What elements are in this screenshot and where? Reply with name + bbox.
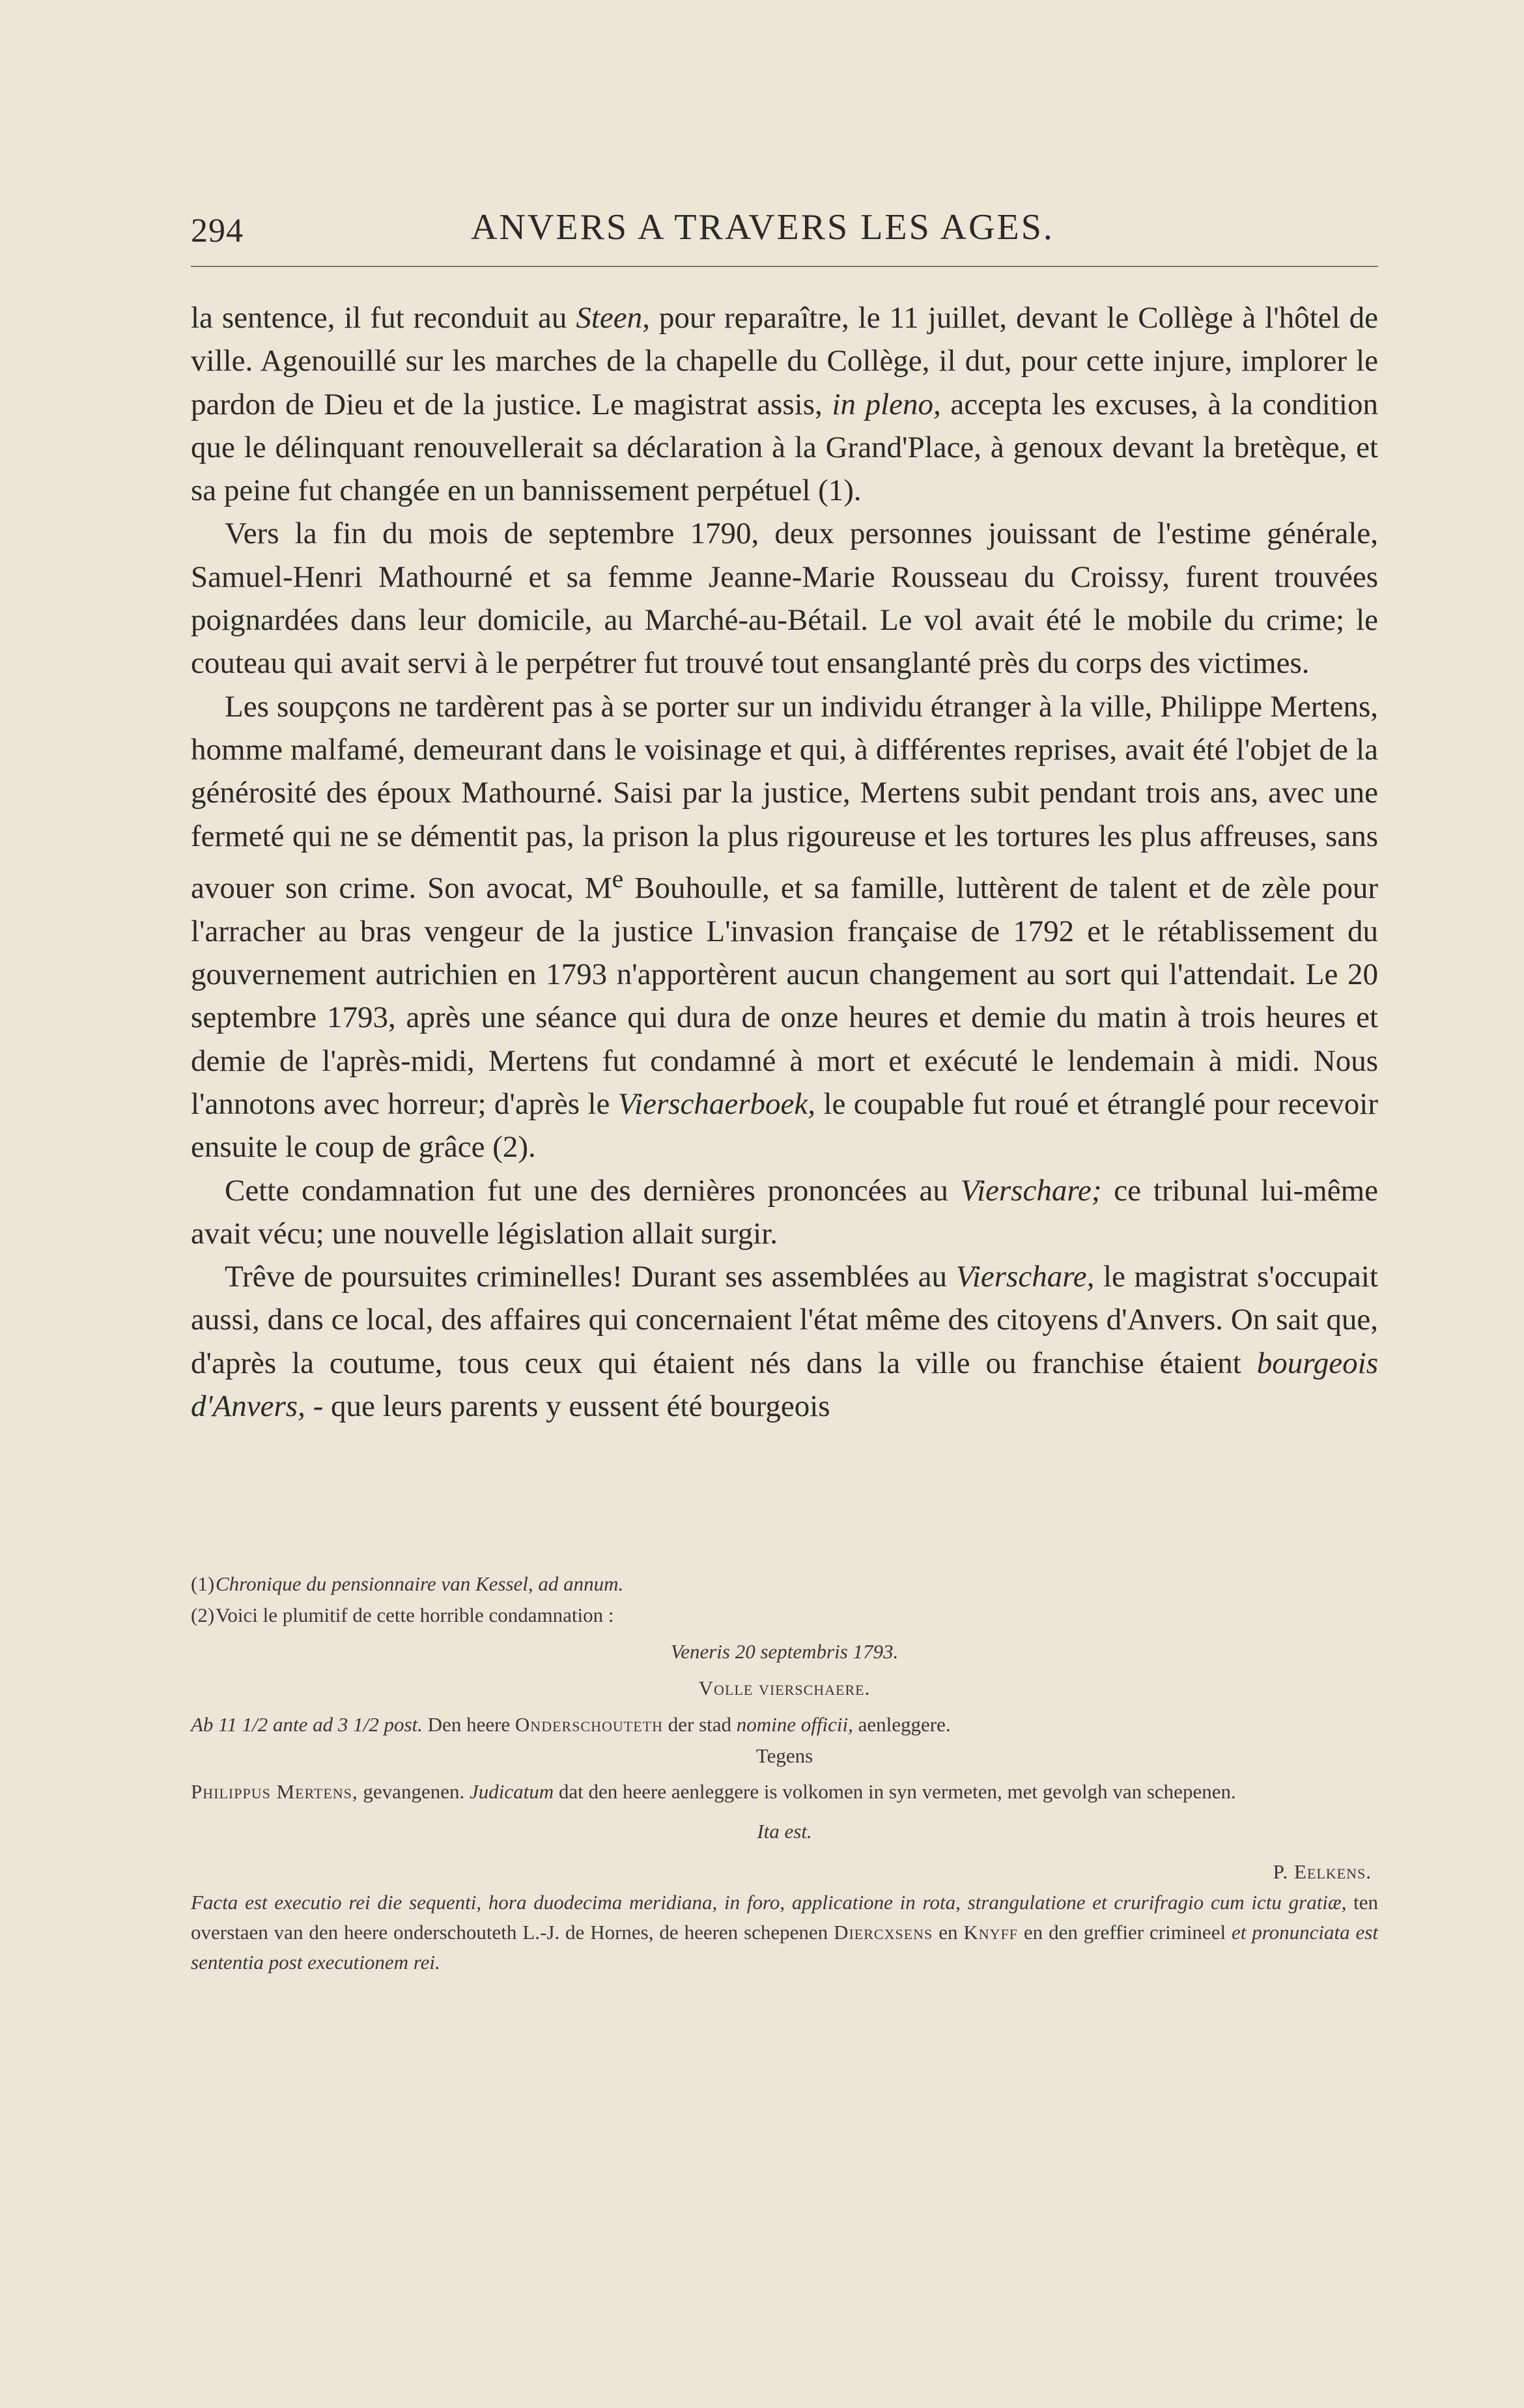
footnote-text: Chronique du pensionnaire van Kessel, ad annum.: [216, 1572, 624, 1595]
small-caps-run: Onderschouteth: [515, 1713, 663, 1736]
text-run: le coupable fut roué et étranglé pour recevoir ensuite le coup de grâce (2).: [191, 1087, 1378, 1165]
record-tegens: Tegens: [755, 1744, 813, 1767]
small-caps-run: Knyff: [963, 1921, 1018, 1944]
paragraph-2: Vers la fin du mois de septembre 1790, deux personnes jouissant de l'estime générale, Samuel-Henri Mathourné et sa femme Jeanne-Marie Rousseau du Croissy, furent trouvées poignardées dans leur domicile, au Marché-au-Bétail. Le vol avait été le mobile du crime; le couteau qui avait servi à le perpétrer fut trouvé tout ensanglanté près du corps des victimes.: [191, 517, 1378, 681]
text-run: en den greffier crimineel: [1018, 1921, 1232, 1944]
small-caps-run: Diercxsens: [834, 1921, 933, 1944]
record-ita-est: Ita est.: [757, 1820, 812, 1843]
text-run: dat den heere aenleggere is volkomen in syn vermeten, met gevolgh van schepenen.: [554, 1780, 1236, 1803]
footnote-1: [191, 1568, 1378, 1600]
text-run: der stad: [662, 1713, 737, 1736]
footnote-number: (1): [191, 1572, 215, 1595]
text-run: gevangenen.: [358, 1780, 470, 1803]
text-run: ten overstaen van den heere onderschouteth L.-J. de Hornes, de heeren schepenen: [191, 1891, 1378, 1944]
text-run: Den heere: [422, 1713, 515, 1736]
record-line-ab: [191, 1709, 1378, 1740]
text-run: ce tribunal lui-même avait vécu; une nouvelle législation allait surgir.: [191, 1173, 1378, 1251]
text-run: pour reparaître, le 11 juillet, devant le Collège à l'hôtel de ville. Agenouillé sur les marches de la chapelle du Collège, il dut, pour cette injure, implorer le pardon de Dieu et de la justice. Le magistrat assis,: [191, 301, 1379, 421]
body-text: [191, 296, 1378, 1428]
text-run: - que leurs parents y eussent été bourgeois: [305, 1389, 830, 1424]
italic-run: in pleno,: [832, 387, 941, 421]
paragraph-1: [191, 296, 1378, 512]
paragraph-5: [191, 1255, 1378, 1428]
text-run: Bouhoulle, et sa famille, luttèrent de talent et de zèle pour l'arracher au bras vengeur de la justice L'invasion française de 1792 et le rétablissement du gouvernement autrichien en 1793 n'apportèrent aucun changement au sort qui l'attendait. Le 20 septembre 1793, après une séance qui dura de onze heures et demie du matin à trois heures et demie de l'après-midi, Mertens fut condamné à mort et exécuté le lendemain à midi. Nous l'annotons avec horreur; d'après le: [191, 871, 1379, 1121]
text-run: accepta les excuses, à la condition que le délinquant renouvellerait sa déclaration à la Grand'Place, à genoux devant la bretèque, et sa peine fut changée en un bannissement perpétuel (1).: [191, 387, 1378, 508]
italic-run: Ab 11 1/2 ante ad 3 1/2 post.: [191, 1713, 423, 1736]
page-number: 294: [191, 212, 244, 249]
record-heading: Volle vierschaere.: [698, 1677, 871, 1699]
text-run: aenleggere.: [853, 1713, 951, 1736]
footnote-number: (2): [191, 1604, 215, 1626]
text-run: la sentence, il fut reconduit au: [191, 301, 576, 335]
record-line-facta: [191, 1888, 1378, 1977]
record-line-philippus: [191, 1777, 1378, 1807]
running-title: ANVERS A TRAVERS LES AGES.: [471, 207, 1054, 248]
italic-run: Steen,: [576, 301, 650, 335]
header-rule: [191, 266, 1378, 267]
text-run: le magistrat s'occupait aussi, dans ce local, des affaires qui concernaient l'état même des citoyens d'Anvers. On sait que, d'après la coutume, tous ceux qui étaient nés dans la ville ou franchise étaient: [191, 1260, 1378, 1380]
italic-run: Vierschare;: [960, 1173, 1102, 1208]
running-head: [191, 199, 1378, 257]
text-run: Trêve de poursuites criminelles! Durant ses assemblées au: [225, 1260, 956, 1294]
text-run: Les soupçons ne tardèrent pas à se porter sur un individu étranger à la ville, Philippe Mertens, homme malfamé, demeurant dans le voisinage et qui, à différentes reprises, avait été l'objet de la générosité des époux Mathourné. Saisi par la justice, Mertens subit pendant trois ans, avec une fermeté qui ne se démentit pas, la prison la plus rigoureuse et les tortures les plus affreuses, sans avouer son crime. Son avocat, M: [191, 689, 1378, 905]
italic-run: bourgeois d'Anvers,: [191, 1346, 1378, 1424]
paragraph-3: [191, 685, 1378, 1169]
italic-run: Vierschare,: [955, 1260, 1095, 1294]
footnotes: [191, 1568, 1378, 1977]
record-signature: P. Eelkens.: [1273, 1860, 1372, 1883]
italic-run: Judicatum: [469, 1780, 554, 1803]
small-caps-run: Philippus Mertens,: [191, 1780, 358, 1803]
footnote-text: Voici le plumitif de cette horrible condamnation :: [216, 1604, 614, 1626]
italic-run: et pronunciata est sententia post executionem rei.: [191, 1921, 1378, 1974]
record-date: Veneris 20 septembris 1793.: [670, 1640, 899, 1663]
italic-run: Vierschaerboek,: [617, 1087, 816, 1121]
text-run: en: [933, 1921, 964, 1944]
superscript: e: [612, 864, 624, 893]
italic-run: nomine officii,: [736, 1713, 853, 1736]
paragraph-4: [191, 1169, 1378, 1256]
footnote-2: [191, 1600, 1378, 1631]
italic-run: Facta est executio rei die sequenti, hora duodecima meridiana, in foro, applicatione in rota, strangulatione et crurifragio cum ictu gratiæ,: [191, 1891, 1347, 1914]
text-run: Cette condamnation fut une des dernières prononcées au: [225, 1173, 961, 1208]
